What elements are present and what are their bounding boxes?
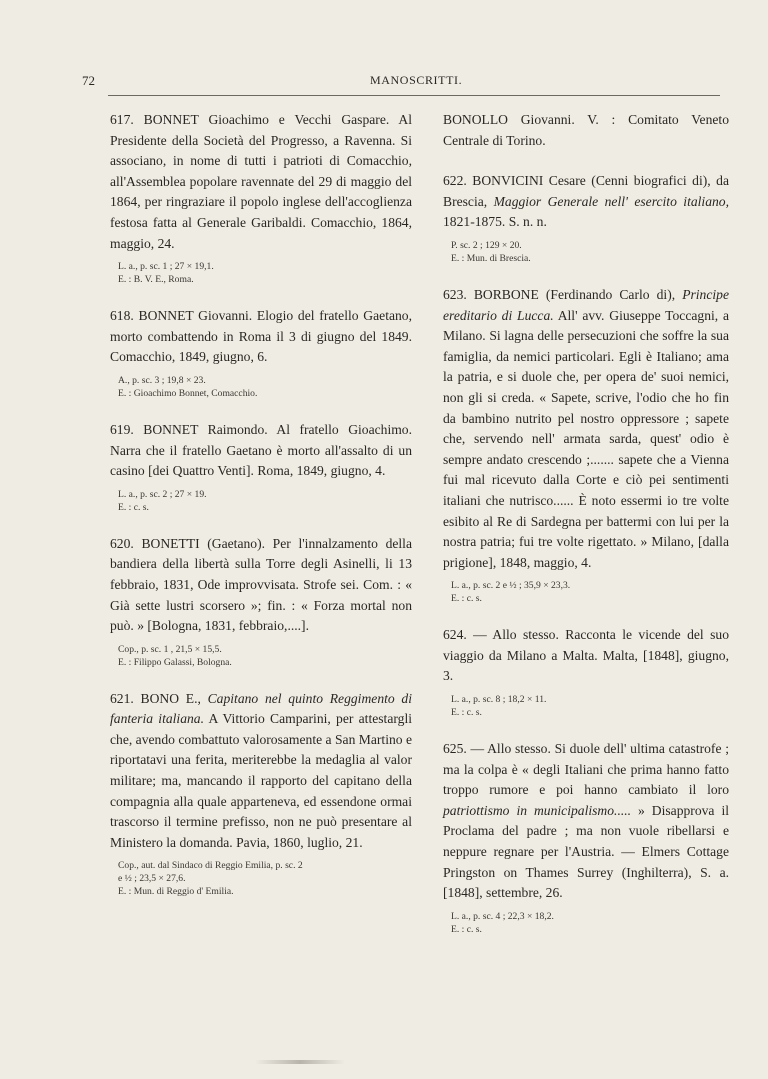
entry-text-post: 1821-1875. S. n. n. bbox=[443, 214, 547, 230]
entry-623 bbox=[443, 285, 729, 605]
meta-line: E. : c. s. bbox=[451, 593, 482, 605]
page-number: 72 bbox=[82, 73, 95, 88]
entry-text: 617. BONNET Gioachimo e Vecchi Gaspare. Al Presidente della Società del Progresso, a Ravenna. Si associano, in nome di tutti i patrioti di Comacchio, all'Assemblea popolare ravennate del 29 di maggio del 1864, per ringraziare il popolo inglese dell'accoglienza festosa fatta al Generale Garibaldi. Comacchio, 1864, maggio, 24. bbox=[110, 112, 412, 251]
entry-text: 624. — Allo stesso. Racconta le vicende del suo viaggio da Milano a Malta. Malta, [1848], giugno, 3. bbox=[443, 627, 729, 684]
meta-line: E. : c. s. bbox=[451, 923, 482, 935]
meta-line: L. a., p. sc. 4 ; 22,3 × 18,2. bbox=[451, 910, 554, 922]
entry-text bbox=[443, 739, 729, 904]
meta-line: E. : B. V. E., Roma. bbox=[118, 274, 194, 286]
right-column bbox=[443, 110, 729, 936]
meta-line: E. : Filippo Galassi, Bologna. bbox=[118, 656, 232, 668]
entry-meta bbox=[110, 859, 412, 898]
meta-line: E. : c. s. bbox=[118, 501, 149, 513]
entry-meta bbox=[110, 488, 412, 514]
entry-text-pre: 621. BONO E., bbox=[110, 690, 208, 706]
entry-meta bbox=[110, 643, 412, 669]
entry-meta bbox=[443, 910, 729, 936]
header-rule bbox=[108, 95, 720, 96]
entry-621 bbox=[110, 689, 412, 899]
entry-text-post: All' avv. Giuseppe Toccagni, a Milano. Si lagna delle persecuzioni che soffre la sua famiglia, da nemici particolari. Egli è Italiano; ama la patria, e si duole che, per opera de' suoi nemici, non gli si creda. « Sapete, scrive, l'odio che ho fin da bambino nutrito pel nostro oppressore ; sapete che, servendo nell' armata sarda, quest' odio è sempre andato crescendo ;....... sapete che a Vienna fui mal ricevuto dalla Corte e ciò pei sentimenti italiani che nutrisco...... È noto essermi io tre volte esibito al Re di Sardegna per battermi con lui per la nostra patria; fui tre volte rigettato. » Milano, [dalla prigione], 1848, maggio, 4. bbox=[443, 307, 729, 570]
entry-text: BONOLLO Giovanni. V. : Comitato Veneto Centrale di Torino. bbox=[443, 112, 729, 148]
entry-text: 620. BONETTI (Gaetano). Per l'innalzamento della bandiera della libertà sulla Torre degli Asinelli, li 13 febbraio, 1831, Ode improvvisata. Strofe sei. Com. : « Già sette lustri scorsero »; fin. : « Forza mortal non può. » [Bologna, 1831, febbraio,....]. bbox=[110, 535, 412, 634]
entry-619 bbox=[110, 420, 412, 514]
running-head: MANOSCRITTI. bbox=[370, 73, 463, 87]
entry-text-pre: 625. — Allo stesso. Si duole dell' ultima catastrofe ; ma la colpa è « degli Italiani che prima hanno fatto troppo rumore e poi hanno cambiato il loro bbox=[443, 741, 729, 798]
meta-line: E. : Mun. di Reggio d' Emilia. bbox=[118, 886, 234, 898]
entry-text: 619. BONNET Raimondo. Al fratello Gioachimo. Narra che il fratello Gaetano è morto all'assalto di un casino [dei Quattro Venti]. Roma, 1849, giugno, 4. bbox=[110, 421, 412, 479]
entry-text-post: A Vittorio Camparini, per attestargli che, avendo combattuto valorosamente a San Martino e riportatavi una ferita, meriterebbe la medaglia al valor militare; ma, mancando il rapporto del capitano della compagnia alla quale apparteneva, ed essendone ormai trascorso il termine prefisso, non ne può presentare al Ministero la domanda. Pavia, 1860, luglio, 21. bbox=[110, 711, 412, 850]
meta-line: E. : Mun. di Brescia. bbox=[451, 252, 531, 264]
meta-line: Cop., p. sc. 1 , 21,5 × 15,5. bbox=[118, 643, 222, 655]
entry-618 bbox=[110, 306, 412, 400]
left-column bbox=[110, 110, 412, 898]
entry-meta bbox=[443, 579, 729, 605]
entry-meta bbox=[110, 260, 412, 286]
meta-line: P. sc. 2 ; 129 × 20. bbox=[451, 239, 522, 251]
entry-meta bbox=[110, 374, 412, 400]
entry-text bbox=[443, 285, 729, 573]
entry-625 bbox=[443, 739, 729, 936]
meta-line: e ½ ; 23,5 × 27,6. bbox=[118, 873, 186, 885]
entry-text bbox=[110, 689, 412, 854]
meta-line: L. a., p. sc. 1 ; 27 × 19,1. bbox=[118, 261, 214, 273]
entry-text-italic: Maggior Generale nell' esercito italiano, bbox=[493, 193, 729, 209]
entry-text-pre: 622. BONVICINI Cesare (Cenni biografici di), da Brescia, bbox=[443, 173, 729, 209]
entry-text-post: » Disapprova il Proclama del padre ; ma non vuole ribellarsi e neppure regnare per l'Austria. — Elmers Cottage Pringston on Thames Surrey (Inghilterra), S. a. [1848], settembre, 26. bbox=[443, 802, 729, 901]
page-smudge bbox=[255, 1060, 345, 1064]
entry-bonollo bbox=[443, 110, 729, 151]
entry-622 bbox=[443, 171, 729, 265]
entry-text-pre: 623. BORBONE (Ferdinando Carlo di), bbox=[443, 286, 683, 302]
entry-text: 618. BONNET Giovanni. Elogio del fratello Gaetano, morto combattendo in Roma il 3 di giugno del 1849. Comacchio, 1849, giugno, 6. bbox=[110, 308, 412, 365]
entry-meta bbox=[443, 239, 729, 265]
entry-text-italic: Capitano nel quinto Reggimento di fanteria italiana. bbox=[110, 690, 412, 727]
entry-text-italic: patriottismo in municipalismo..... bbox=[443, 802, 632, 818]
entry-617 bbox=[110, 110, 412, 286]
entry-text-italic: Principe ereditario di Lucca. bbox=[443, 286, 729, 323]
entry-meta bbox=[443, 693, 729, 719]
meta-line: Cop., aut. dal Sindaco di Reggio Emilia, p. sc. 2 bbox=[118, 860, 303, 872]
meta-line: E. : c. s. bbox=[451, 707, 482, 719]
meta-line: E. : Gioachimo Bonnet, Comacchio. bbox=[118, 387, 258, 399]
meta-line: L. a., p. sc. 8 ; 18,2 × 11. bbox=[451, 694, 547, 706]
entry-620 bbox=[110, 534, 412, 669]
entry-text bbox=[443, 171, 729, 233]
entry-624 bbox=[443, 625, 729, 719]
meta-line: L. a., p. sc. 2 e ½ ; 35,9 × 23,3. bbox=[451, 580, 571, 592]
meta-line: L. a., p. sc. 2 ; 27 × 19. bbox=[118, 488, 207, 500]
meta-line: A., p. sc. 3 ; 19,8 × 23. bbox=[118, 374, 206, 386]
